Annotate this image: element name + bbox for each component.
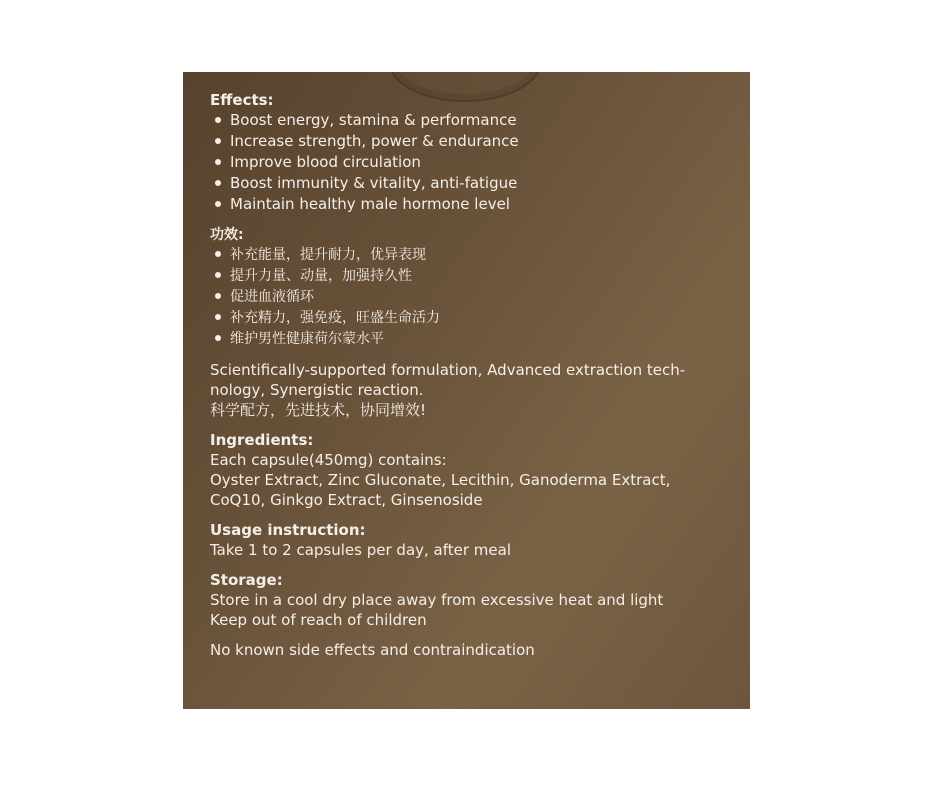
storage-title: Storage: <box>210 571 283 589</box>
effects-item <box>210 152 740 173</box>
effects-cn-item-text: 补充能量，提升耐力，优异表现 <box>230 247 426 263</box>
effects-cn-item <box>210 266 740 287</box>
formulation-section <box>210 360 740 420</box>
effects-cn-title: 功效: <box>210 227 244 243</box>
effects-cn-item <box>210 287 740 308</box>
bullet-icon <box>215 201 221 207</box>
effects-cn-item <box>210 245 740 266</box>
ingredients-section <box>210 430 740 510</box>
effects-title: Effects: <box>210 91 274 109</box>
effects-cn-item <box>210 329 740 350</box>
bullet-icon <box>215 272 221 278</box>
effects-item-text: Improve blood circulation <box>230 153 421 171</box>
effects-cn-item-text: 维护男性健康荷尔蒙水平 <box>230 331 384 347</box>
ingredients-line: Oyster Extract, Zinc Gluconate, Lecithin, Ganoderma Extract, <box>210 471 671 489</box>
label-content <box>210 90 740 670</box>
formulation-line: nology, Synergistic reaction. <box>210 381 424 399</box>
effects-cn-section <box>210 225 740 350</box>
bullet-icon <box>215 314 221 320</box>
formulation-line: Scientifically-supported formulation, Advanced extraction tech- <box>210 361 686 379</box>
side-effects-text: No known side effects and contraindication <box>210 641 535 659</box>
effects-item <box>210 194 740 215</box>
effects-item <box>210 173 740 194</box>
effects-list <box>210 110 740 215</box>
effects-cn-item-text: 提升力量、动量，加强持久性 <box>230 268 412 284</box>
ingredients-line: CoQ10, Ginkgo Extract, Ginsenoside <box>210 491 483 509</box>
effects-cn-item <box>210 308 740 329</box>
bullet-icon <box>215 117 221 123</box>
effects-item <box>210 110 740 131</box>
effects-cn-list <box>210 245 740 350</box>
effects-item-text: Boost immunity & vitality, anti-fatigue <box>230 174 518 192</box>
bullet-icon <box>215 335 221 341</box>
product-label-panel <box>183 72 750 709</box>
side-effects-section <box>210 640 740 660</box>
storage-line: Keep out of reach of children <box>210 611 427 629</box>
storage-line: Store in a cool dry place away from excessive heat and light <box>210 591 664 609</box>
effects-item-text: Increase strength, power & endurance <box>230 132 519 150</box>
effects-cn-item-text: 促进血液循环 <box>230 289 314 305</box>
effects-item-text: Boost energy, stamina & performance <box>230 111 517 129</box>
effects-section <box>210 90 740 215</box>
bullet-icon <box>215 293 221 299</box>
effects-cn-item-text: 补充精力，强免疫，旺盛生命活力 <box>230 310 440 326</box>
effects-item <box>210 131 740 152</box>
ingredients-title: Ingredients: <box>210 431 314 449</box>
bullet-icon <box>215 159 221 165</box>
formulation-cn-line: 科学配方，先进技术，协同增效! <box>210 401 427 419</box>
usage-text: Take 1 to 2 capsules per day, after meal <box>210 541 511 559</box>
bullet-icon <box>215 251 221 257</box>
bullet-icon <box>215 138 221 144</box>
bullet-icon <box>215 180 221 186</box>
storage-section <box>210 570 740 630</box>
effects-item-text: Maintain healthy male hormone level <box>230 195 510 213</box>
ingredients-line: Each capsule(450mg) contains: <box>210 451 447 469</box>
usage-section <box>210 520 740 560</box>
usage-title: Usage instruction: <box>210 521 366 539</box>
